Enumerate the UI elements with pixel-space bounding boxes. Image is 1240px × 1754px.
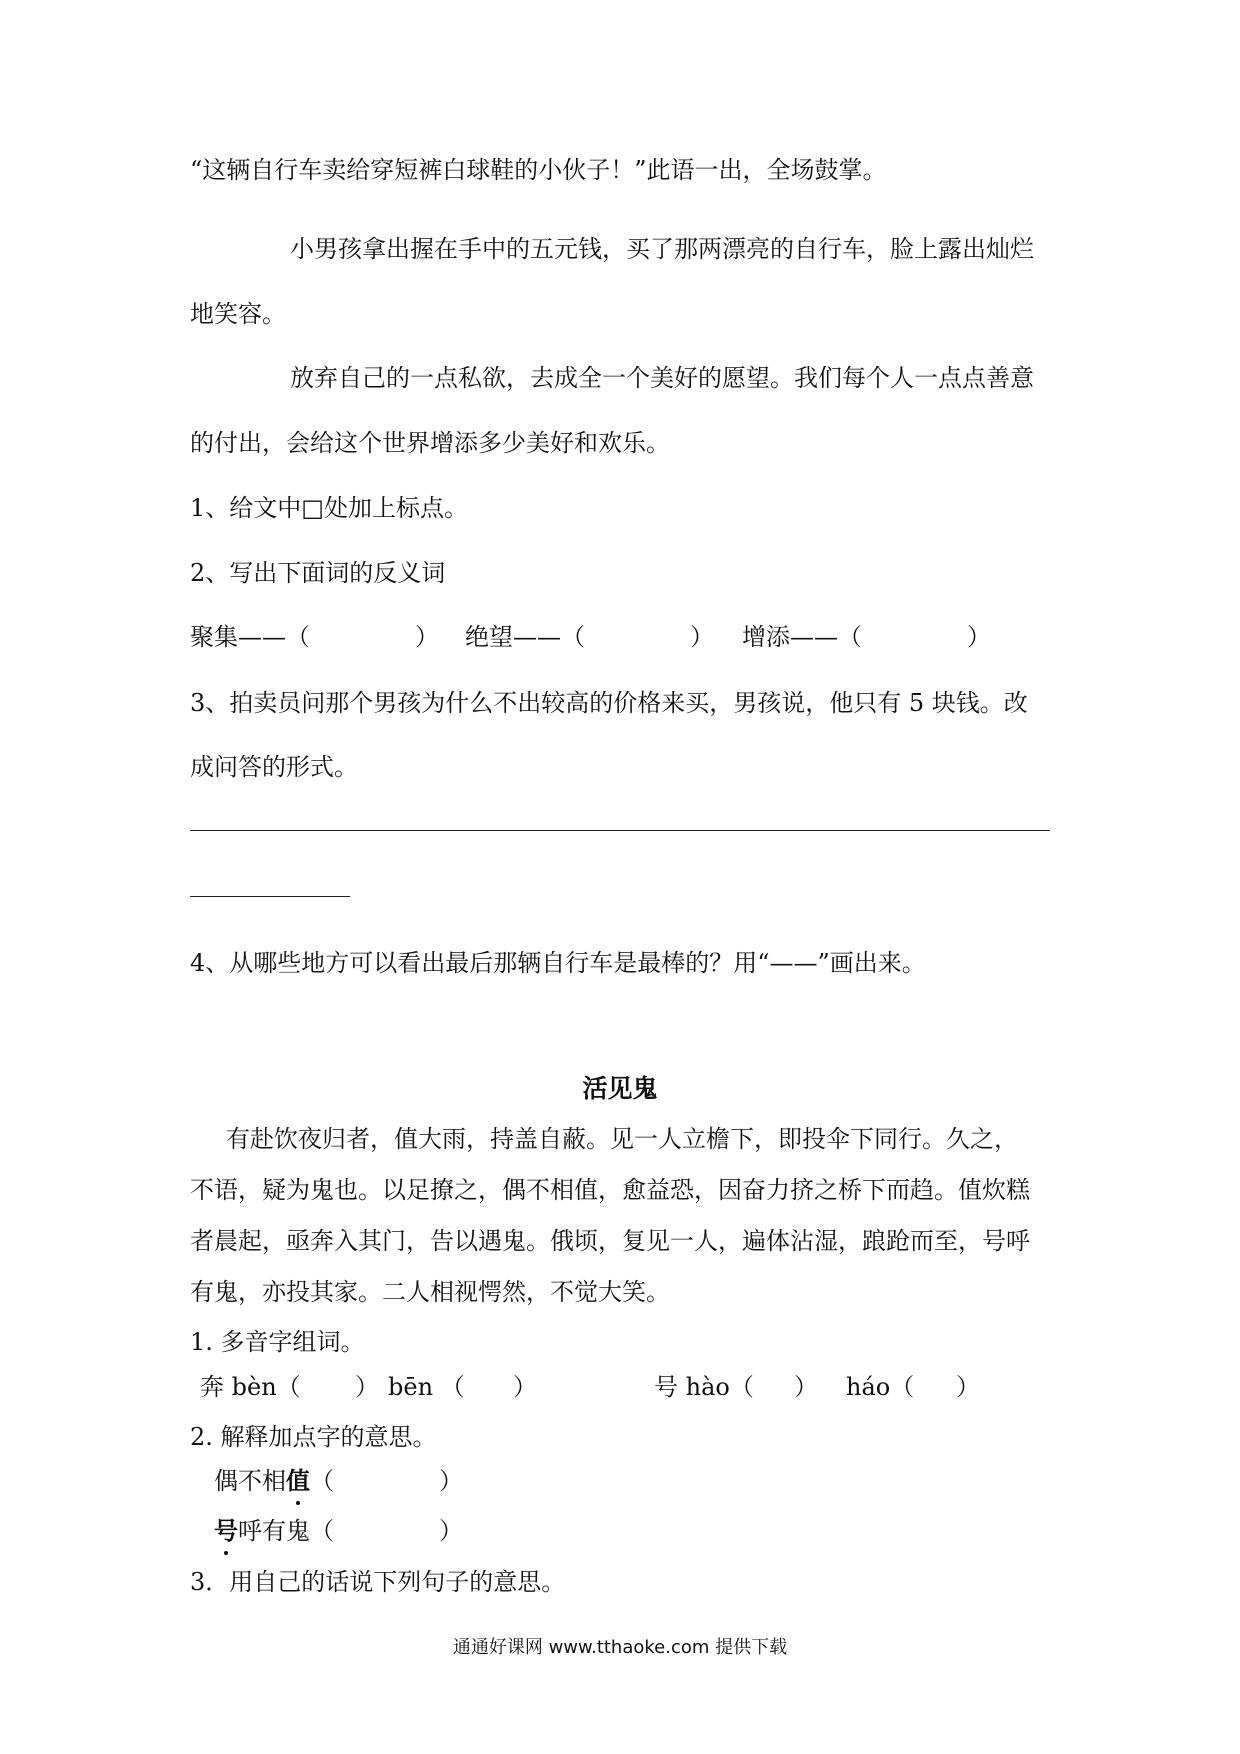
explain-text: （ [310,1467,334,1495]
explain-close: ） [439,1517,463,1545]
passage1-para3-line1: 放弃自己的一点私欲，去成全一个美好的愿望。我们每个人一点点善意 [290,364,1034,392]
passage2-line1: 有赴饮夜归者，值大雨，持盖自蔽。见一人立檐下，即投伞下同行。久之， [226,1125,1018,1153]
explain-text: 偶不相 [214,1467,286,1495]
passage1-para2-line1: 小男孩拿出握在手中的五元钱，买了那两漂亮的自行车，脸上露出灿烂 [290,235,1034,263]
question-1: 1、给文中□处加上标点。 [190,494,468,522]
answer-line [190,896,350,897]
page-footer: 通通好课网 www.tthaoke.com 提供下载 [452,1637,788,1658]
question2-3: 3．用自己的话说下列句子的意思。 [190,1568,566,1596]
passage2-title: 活见鬼 [582,1074,658,1103]
question-3-line1: 3、拍卖员问那个男孩为什么不出较高的价格来买，男孩说，他只有 5 块钱。改 [190,689,1028,717]
question2-1: 1. 多音字组词。 [190,1328,365,1356]
passage2-line2: 不语，疑为鬼也。以足撩之，偶不相值，愈益恐，因奋力挤之桥下而趋。值炊糕 [190,1176,1030,1204]
dotted-char: 号 [214,1516,238,1545]
question2-2: 2. 解释加点字的意思。 [190,1423,437,1451]
passage2-line3: 者晨起，亟奔入其门，告以遇鬼。俄顷，复见一人，遍体沾湿，踉跄而至，号呼 [190,1227,1030,1255]
pinyin-close: ） [355,1373,379,1401]
passage1-para3-line2: 的付出，会给这个世界增添多少美好和欢乐。 [190,429,670,457]
pinyin-label: bēn （ [388,1373,465,1401]
pinyin-close: ） [794,1373,818,1401]
pinyin-item [200,1372,379,1402]
dotted-char: 值 [286,1466,310,1495]
question-3-line2: 成问答的形式。 [190,753,358,781]
answer-line [190,830,1050,831]
pinyin-label: 号 hào（ [654,1373,754,1401]
antonym-word: 增添——（ [742,623,862,651]
antonym-word: 聚集——（ [190,623,310,651]
pinyin-label: háo（ [846,1373,915,1401]
question-2: 2、写出下面词的反义词 [190,559,446,587]
antonym-item [465,622,714,652]
antonym-item [742,622,991,652]
question-4: 4、从哪些地方可以看出最后那辆自行车是最棒的？用“——”画出来。 [190,949,926,977]
pinyin-close: ） [956,1373,980,1401]
passage1-line1: “这辆自行车卖给穿短裤白球鞋的小伙子！”此语一出，全场鼓掌。 [190,156,887,184]
pinyin-label: 奔 bèn（ [200,1373,301,1401]
explain-close: ） [439,1467,463,1495]
pinyin-item [846,1372,980,1402]
antonym-word: 绝望——（ [465,623,585,651]
antonym-close: ） [690,623,714,651]
antonym-close: ） [967,623,991,651]
antonym-close: ） [415,623,439,651]
pinyin-close: ） [513,1373,537,1401]
antonym-item [190,622,439,652]
pinyin-item [654,1372,818,1402]
explain-item-2 [214,1516,463,1546]
passage2-line4: 有鬼，亦投其家。二人相视愕然，不觉大笑。 [190,1278,670,1306]
pinyin-item [388,1372,537,1402]
explain-item-1 [214,1466,463,1496]
explain-text: 呼有鬼（ [238,1517,334,1545]
passage1-para2-line2: 地笑容。 [190,300,286,328]
